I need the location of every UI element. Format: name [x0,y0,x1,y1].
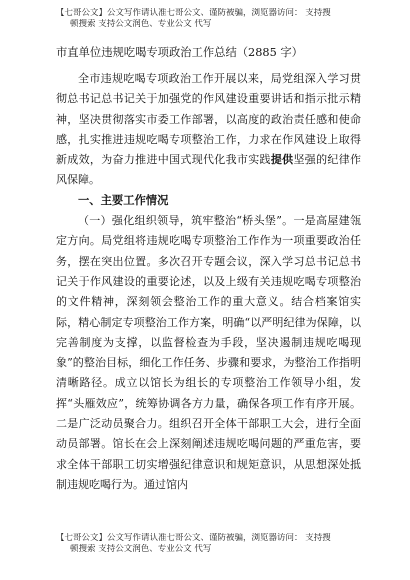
document-title: 市直单位违规吃喝专项政治工作总结（2885 字） [56,46,303,59]
intro-emphasis-text: 提供 [270,153,294,167]
header-banner-line-1: 【七哥公文】公文写作请认准七哥公文、谨防被骗，浏览器访问： 支持搜 [56,8,331,18]
intro-tail-text: 坚强的纪律作风保障。 [56,153,362,187]
section-heading-main-work: 一、主要工作情况 [78,193,169,207]
document-body [56,46,361,495]
header-banner-line-2: 顿搜索 支持公文润色、专业公文 代写 [70,19,212,29]
intro-paragraph [56,69,361,191]
header-watermark-banner [56,8,356,30]
footer-watermark-banner [56,533,356,555]
footer-banner-line-2: 顿搜索 支持公文润色、专业公文 代写 [70,544,212,554]
section-paragraph-1: （一）强化组织领导，筑牢整治“桥头堡”。一是高屋建瓴定方向。局党组将违规吃喝专项整治工作作为一项重要政治任务，摆在突出位置。多次召开专题会议，深入学习总书记总书记关于作风建设的重要论述，以及上级有关违规吃喝专项整治的文件精神，深刻领会整治工作的重大意义。结合档案馆实际，精心制定专项整治工作方案，明确“以严明纪律为保障，以完善制度为支撑，以监督检查为手段，坚决遏制违规吃喝现象”的整治目标，细化工作任务、步骤和要求，为整治工作指明清晰路径。成立以馆长为组长的专项整治工作领导小组，发挥“头雁效应”，统筹协调各方力量，确保各项工作有序开展。二是广泛动员聚合力。组织召开全体干部职工大会，进行全面动员部署。馆长在会上深刻阐述违规吃喝问题的严重危害，要求全体干部职工切实增强纪律意识和规矩意识，从思想深处抵制违规吃喝行为。通过馆内 [56,214,361,491]
intro-main-text: 全市违规吃喝专项政治工作开展以来，局党组深入学习贯彻总书记总书记关于加强党的作风建设重要讲话和指示批示精神，坚决贯彻落实市委工作部署，以高度的政治责任感和使命感，扎实推进违规吃喝专项整治工作，力求在作风建设上取得新成效，为奋力推进中国式现代化我市实践 [56,72,361,167]
footer-banner-line-1: 【七哥公文】公文写作请认准七哥公文、谨防被骗，浏览器访问： 支持搜 [56,533,331,543]
